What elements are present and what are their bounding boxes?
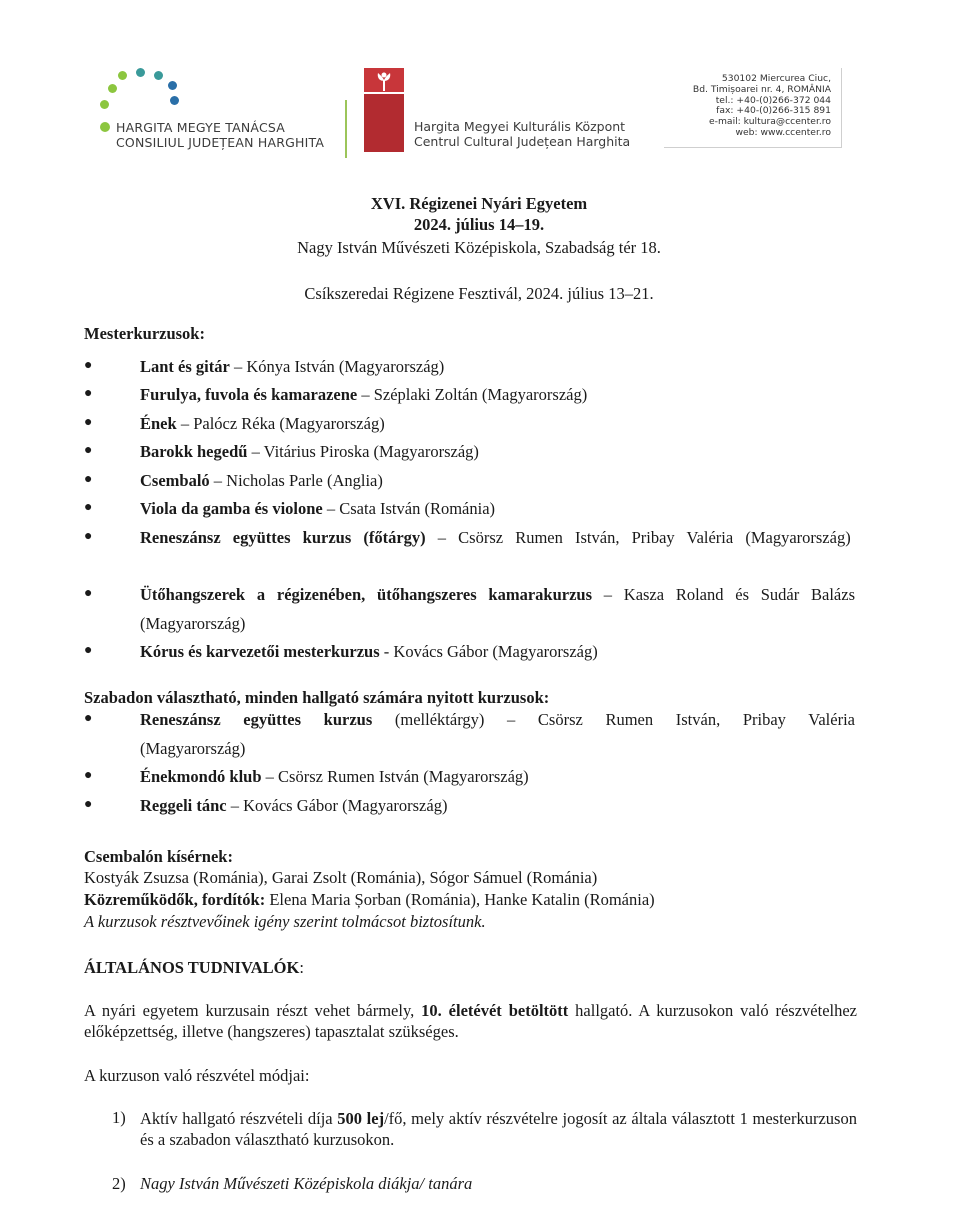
bullet-icon: ●: [84, 386, 93, 401]
master-course-item: Ének – Palócz Réka (Magyarország): [140, 414, 385, 433]
free-course-item: Reneszánsz együttes kurzus (melléktárgy) – Csörsz Rumen István, Pribay Valéria (Magyarország): [140, 710, 855, 758]
bullet-icon: ●: [84, 711, 93, 726]
interpreter-note: A kurzusok résztvevőinek igény szerint tolmácsot biztosítunk.: [84, 912, 486, 931]
accompanists-names: Kostyák Zsuzsa (Románia), Garai Zsolt (Románia), Sógor Sámuel (Románia): [84, 868, 598, 887]
free-courses-heading: Szabadon választható, minden hallgató számára nyitott kurzusok:: [84, 688, 550, 707]
council-name-ro: CONSILIUL JUDEȚEAN HARGHITA: [116, 135, 325, 150]
hargita-county-council-logo: [96, 72, 346, 152]
accompanists-heading: Csembalón kísérnek:: [84, 847, 233, 866]
master-course-item: Ütőhangszerek a régizenében, ütőhangszeres kamarakurzus – Kasza Roland és Sudár Balázs (Magyarország): [140, 585, 855, 633]
festival-line: Csíkszeredai Régizene Fesztivál, 2024. július 13–21.: [304, 284, 654, 303]
bullet-icon: ●: [84, 529, 93, 544]
contributors-label: Közreműködők, fordítók:: [84, 890, 266, 909]
list-number: 1): [112, 1108, 126, 1127]
letterhead: [96, 62, 846, 162]
contact-address-line: 530102 Miercurea Ciuc,: [721, 73, 831, 84]
bullet-icon: ●: [84, 415, 93, 430]
contact-email: e-mail: kultura@ccenter.ro: [709, 116, 831, 128]
logo-divider: [345, 100, 347, 158]
bullet-icon: ●: [84, 358, 93, 373]
document-title: XVI. Régizenei Nyári Egyetem: [370, 194, 588, 213]
flower-icon: [364, 68, 404, 94]
contact-block: [664, 68, 842, 148]
contributors-line: [84, 890, 655, 910]
contact-street-line: Bd. Timișoarei nr. 4, ROMÂNIA: [692, 83, 831, 95]
bullet-icon: ●: [84, 586, 93, 601]
participation-mode-item: Nagy István Művészeti Középiskola diákja/ tanára: [140, 1174, 473, 1193]
participation-modes-intro: A kurzuson való részvétel módjai:: [84, 1066, 310, 1085]
eligibility-paragraph: A nyári egyetem kurzusain részt vehet bármely, 10. életévét betöltött hallgató. A kurzusokon való részvételhez előképzettség, illetve (hangszeres) tapasztalat szükséges.: [84, 1001, 858, 1041]
master-course-item: Csembaló – Nicholas Parle (Anglia): [140, 471, 383, 490]
master-courses-heading: Mesterkurzusok:: [84, 324, 205, 343]
master-course-item: Furulya, fuvola és kamarazene – Széplaki Zoltán (Magyarország): [140, 385, 588, 404]
cultural-center-name: [414, 119, 630, 149]
bullet-icon: ●: [84, 768, 93, 783]
master-course-item: Viola da gamba és violone – Csata István (Románia): [140, 499, 496, 518]
contact-web: web: www.ccenter.ro: [735, 126, 831, 138]
master-course-item: Kórus és karvezetői mesterkurzus - Kovács Gábor (Magyarország): [140, 642, 598, 661]
list-number: 2): [112, 1174, 126, 1193]
bullet-icon: ●: [84, 643, 93, 658]
master-course-item: Reneszánsz együttes kurzus (főtárgy) – Csörsz Rumen István, Pribay Valéria (Magyarország): [140, 528, 851, 547]
master-course-item: Lant és gitár – Kónya István (Magyarország): [140, 357, 445, 376]
contact-fax: fax: +40-(0)266-315 891: [716, 105, 831, 117]
contact-tel: tel.: +40-(0)266-372 044: [715, 94, 831, 106]
general-info-heading: ÁLTALÁNOS TUDNIVALÓK:: [84, 958, 304, 977]
free-course-item: Énekmondó klub – Csörsz Rumen István (Magyarország): [140, 767, 529, 786]
bullet-icon: ●: [84, 797, 93, 812]
cultural-center-name-hu: Hargita Megyei Kulturális Központ: [414, 119, 626, 134]
council-name: [116, 120, 324, 150]
free-course-item: Reggeli tánc – Kovács Gábor (Magyarország): [140, 796, 448, 815]
bullet-icon: ●: [84, 443, 93, 458]
master-course-item: Barokk hegedű – Vitárius Piroska (Magyarország): [140, 442, 479, 461]
cultural-center-logo: [364, 68, 404, 152]
council-name-hu: HARGITA MEGYE TANÁCSA: [116, 120, 285, 135]
bullet-icon: ●: [84, 472, 93, 487]
bullet-icon: ●: [84, 500, 93, 515]
cultural-center-name-ro: Centrul Cultural Județean Harghita: [414, 134, 631, 149]
event-dates: 2024. július 14–19.: [413, 215, 545, 234]
participation-mode-item: Aktív hallgató részvételi díja 500 lej/fő, mely aktív részvételre jogosít az általa választott 1 mesterkurzuson és a szabadon választható kurzusokon.: [140, 1109, 857, 1149]
event-venue: Nagy István Művészeti Középiskola, Szabadság tér 18.: [297, 238, 661, 257]
contributors-names: Elena Maria Șorban (Románia), Hanke Katalin (Románia): [265, 890, 655, 909]
